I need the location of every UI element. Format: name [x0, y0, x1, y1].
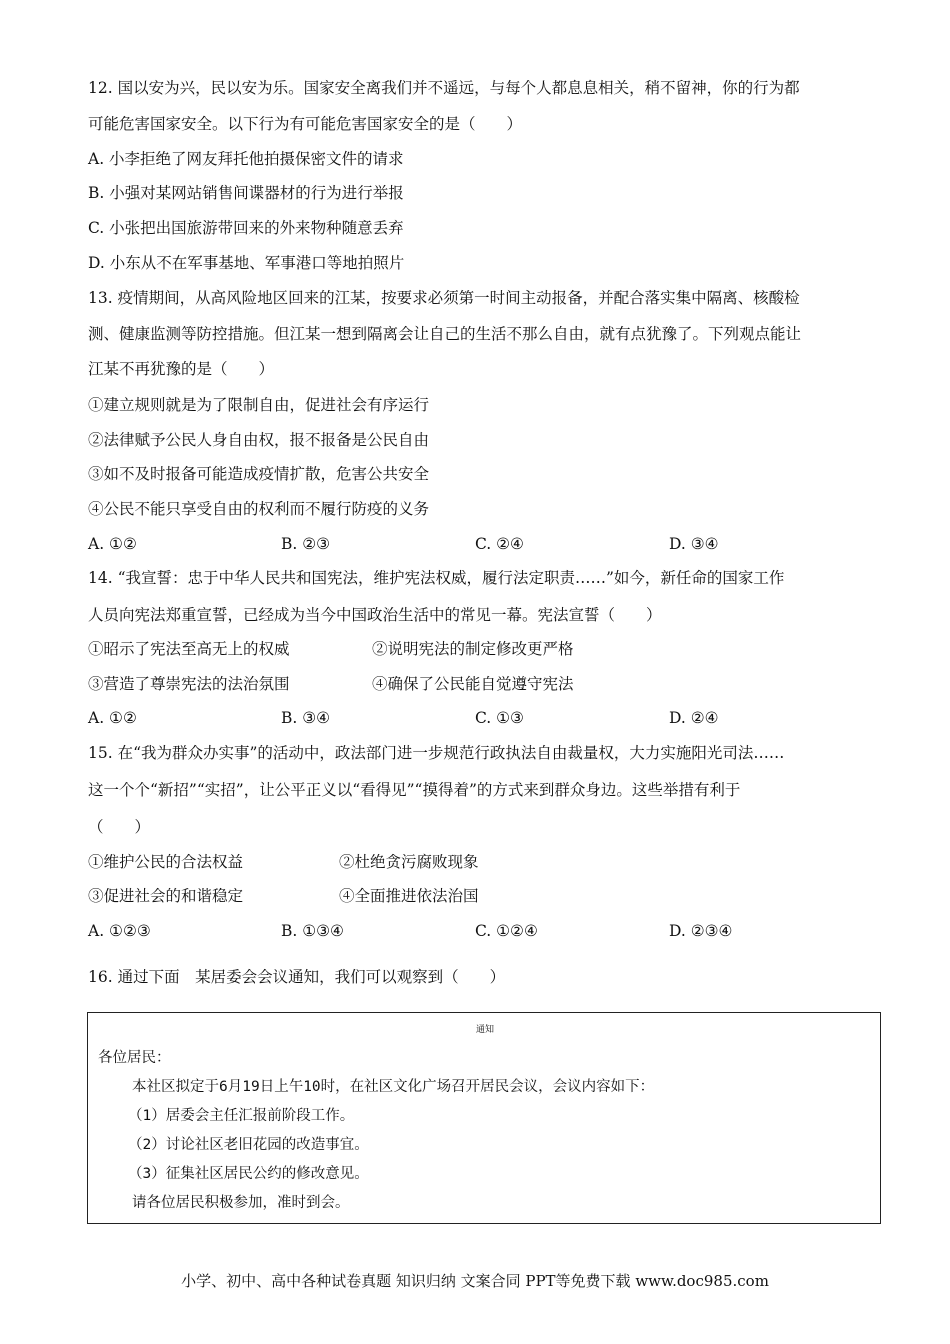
notice-box: [87, 1012, 881, 1224]
q14-choice-d: D. ②④: [669, 709, 719, 727]
notice-closing: 请各位居民积极参加，准时到会。: [132, 1195, 350, 1211]
q15-stem-line1: 15. 在“我为群众办实事”的活动中，政法部门进一步规范行政执法自由裁量权，大力实施阳光司法……: [88, 744, 785, 762]
notice-body: 本社区拟定于6月19日上午10时，在社区文化广场召开居民会议，会议内容如下：: [132, 1079, 655, 1095]
q12-option-c: C. 小张把出国旅游带回来的外来物种随意丢弃: [88, 219, 404, 237]
q15-choice-b: B. ①③④: [281, 922, 344, 940]
q14-choice-a: A. ①②: [88, 709, 137, 727]
q15-choice-c: C. ①②④: [475, 922, 538, 940]
q12-stem-line2: 可能危害国家安全。以下行为有可能危害国家安全的是（ ）: [88, 115, 523, 133]
notice-salutation: 各位居民：: [98, 1050, 171, 1066]
q14-stem-line2: 人员向宪法郑重宣誓，已经成为当今中国政治生活中的常见一幕。宪法宣誓（ ）: [88, 606, 662, 624]
q15-item-4: ④全面推进依法治国: [339, 887, 479, 905]
q15-choice-d: D. ②③④: [669, 922, 733, 940]
q12-option-a: A. 小李拒绝了网友拜托他拍摄保密文件的请求: [88, 150, 404, 168]
q16-stem-line1: 16. 通过下面 某居委会会议通知，我们可以观察到（ ）: [88, 968, 506, 986]
notice-item-3: （3）征集社区居民公约的修改意见。: [128, 1166, 369, 1182]
notice-item-1: （1）居委会主任汇报前阶段工作。: [128, 1108, 355, 1124]
q13-item-3: ③如不及时报备可能造成疫情扩散，危害公共安全: [88, 465, 430, 483]
q12-option-d: D. 小东从不在军事基地、军事港口等地拍照片: [88, 254, 405, 272]
q14-item-1: ①昭示了宪法至高无上的权威: [88, 640, 290, 658]
notice-title: 通知: [475, 1025, 494, 1035]
q13-stem-line3: 江某不再犹豫的是（ ）: [88, 360, 275, 378]
q14-item-2: ②说明宪法的制定修改更严格: [372, 640, 574, 658]
q14-choice-b: B. ③④: [281, 709, 331, 727]
q13-choice-a: A. ①②: [88, 535, 137, 553]
q15-choice-a: A. ①②③: [88, 922, 151, 940]
q13-item-2: ②法律赋予公民人身自由权，报不报备是公民自由: [88, 431, 430, 449]
page-footer: 小学、初中、高中各种试卷真题 知识归纳 文案合同 PPT等免费下载 www.doc985.com: [181, 1272, 769, 1290]
q13-stem-line1: 13. 疫情期间，从高风险地区回来的江某，按要求必须第一时间主动报备，并配合落实集中隔离、核酸检: [88, 289, 800, 307]
q15-item-3: ③促进社会的和谐稳定: [88, 887, 244, 905]
q15-item-1: ①维护公民的合法权益: [88, 853, 244, 871]
notice-item-2: （2）讨论社区老旧花园的改造事宜。: [128, 1137, 369, 1153]
q12-option-b: B. 小强对某网站销售间谍器材的行为进行举报: [88, 184, 404, 202]
q15-stem-line2: 这一个个“新招”“实招”，让公平正义以“看得见”“摸得着”的方式来到群众身边。这些举措有利于: [88, 781, 741, 799]
q15-item-2: ②杜绝贪污腐败现象: [339, 853, 479, 871]
q14-item-4: ④确保了公民能自觉遵守宪法: [372, 675, 574, 693]
q14-choice-c: C. ①③: [475, 709, 524, 727]
q13-item-1: ①建立规则就是为了限制自由，促进社会有序运行: [88, 396, 430, 414]
q13-item-4: ④公民不能只享受自由的权利而不履行防疫的义务: [88, 500, 430, 518]
q13-stem-line2: 测、健康监测等防控措施。但江某一想到隔离会让自己的生活不那么自由，就有点犹豫了。下列观点能让: [88, 325, 802, 343]
q13-choice-c: C. ②④: [475, 535, 524, 553]
q13-choice-b: B. ②③: [281, 535, 331, 553]
q15-stem-line3: （ ）: [88, 818, 151, 836]
q13-choice-d: D. ③④: [669, 535, 719, 553]
q14-item-3: ③营造了尊崇宪法的法治氛围: [88, 675, 290, 693]
q12-stem-line1: 12. 国以安为兴，民以安为乐。国家安全离我们并不遥远，与每个人都息息相关，稍不留神，你的行为都: [88, 79, 800, 97]
q14-stem-line1: 14. “我宣誓：忠于中华人民共和国宪法，维护宪法权威，履行法定职责……”如今，新任命的国家工作: [88, 569, 785, 587]
